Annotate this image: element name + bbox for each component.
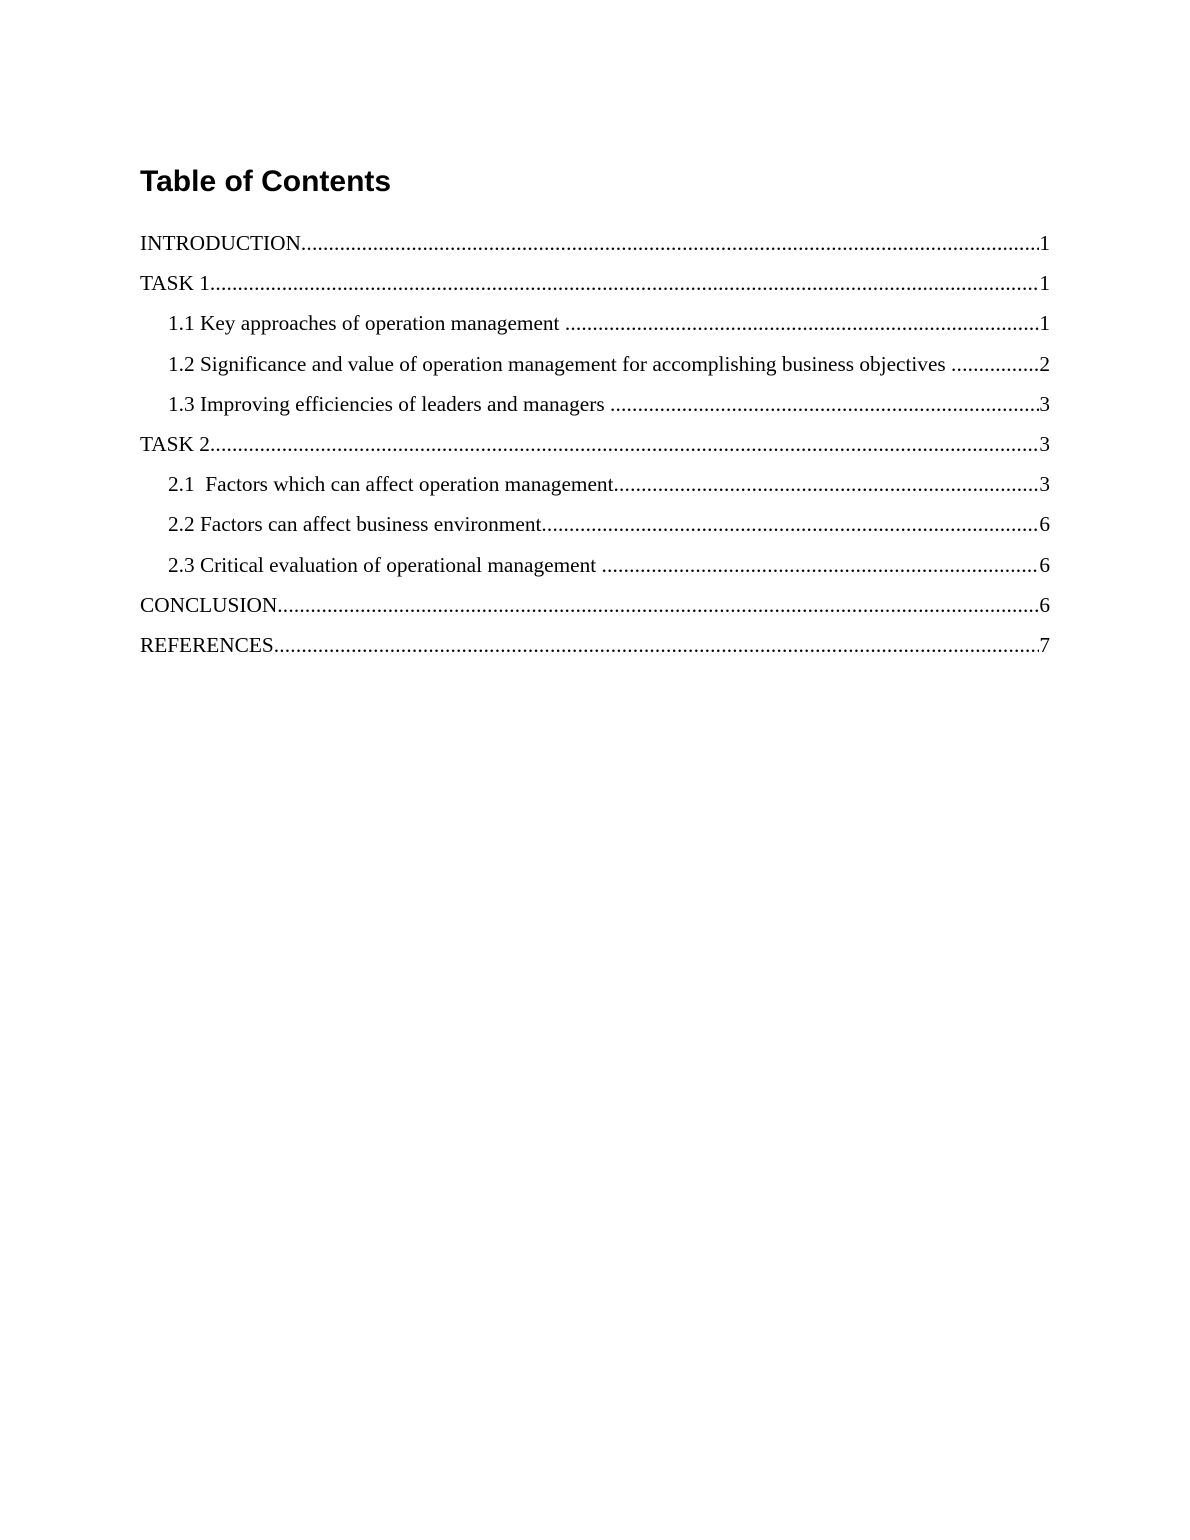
toc-entry-page: 1 <box>1039 311 1050 336</box>
toc-dot-leader <box>601 549 1039 581</box>
toc-entry-page: 3 <box>1039 431 1050 456</box>
toc-entry-page: 7 <box>1039 632 1050 657</box>
toc-entry-label: INTRODUCTION <box>140 231 301 255</box>
toc-title: Table of Contents <box>140 165 392 198</box>
toc-entry-label: REFERENCES <box>140 632 274 657</box>
toc-entry-references[interactable] <box>140 629 1050 669</box>
toc-entry-introduction[interactable] <box>140 227 1050 267</box>
toc-list <box>140 227 1050 669</box>
toc-dot-leader <box>210 267 1039 299</box>
toc-entry-page: 3 <box>1039 391 1050 416</box>
toc-entry-label: 1.2 Significance and value of operation management for accomplishing business objectives <box>168 351 952 376</box>
toc-entry-label: CONCLUSION <box>140 592 278 617</box>
toc-dot-leader <box>951 348 1039 380</box>
toc-entry-label: 2.3 Critical evaluation of operational management <box>168 552 602 577</box>
toc-entry-1-2[interactable] <box>140 348 1050 388</box>
toc-entry-label: TASK 1 <box>140 271 210 296</box>
toc-dot-leader <box>610 388 1039 420</box>
toc-entry-label: 1.1 Key approaches of operation management <box>168 311 565 336</box>
toc-entry-page: 6 <box>1039 592 1050 617</box>
toc-entry-task-1[interactable] <box>140 267 1050 307</box>
toc-dot-leader <box>614 468 1040 500</box>
toc-entry-2-3[interactable] <box>140 549 1050 589</box>
toc-entry-label: 1.3 Improving efficiencies of leaders and managers <box>168 391 610 416</box>
toc-entry-page: 1 <box>1039 271 1050 296</box>
toc-dot-leader <box>565 307 1040 339</box>
toc-entry-page: 2 <box>1039 351 1050 376</box>
toc-entry-1-3[interactable] <box>140 388 1050 428</box>
toc-dot-leader <box>301 227 1039 259</box>
toc-entry-page: 1 <box>1039 231 1050 255</box>
toc-dot-leader <box>277 589 1039 621</box>
toc-entry-label: 2.1 Factors which can affect operation management <box>168 472 614 497</box>
toc-dot-leader <box>541 508 1039 540</box>
toc-entry-2-2[interactable] <box>140 508 1050 548</box>
toc-entry-page: 6 <box>1039 552 1050 577</box>
toc-entry-label: 2.2 Factors can affect business environment <box>168 512 542 537</box>
toc-entry-task-2[interactable] <box>140 428 1050 468</box>
toc-entry-label: TASK 2 <box>140 431 210 456</box>
toc-entry-page: 3 <box>1039 472 1050 497</box>
toc-dot-leader <box>210 428 1039 460</box>
toc-entry-1-1[interactable] <box>140 307 1050 347</box>
toc-entry-page: 6 <box>1039 512 1050 537</box>
toc-entry-2-1[interactable] <box>140 468 1050 508</box>
toc-dot-leader <box>274 629 1040 661</box>
toc-entry-conclusion[interactable] <box>140 589 1050 629</box>
